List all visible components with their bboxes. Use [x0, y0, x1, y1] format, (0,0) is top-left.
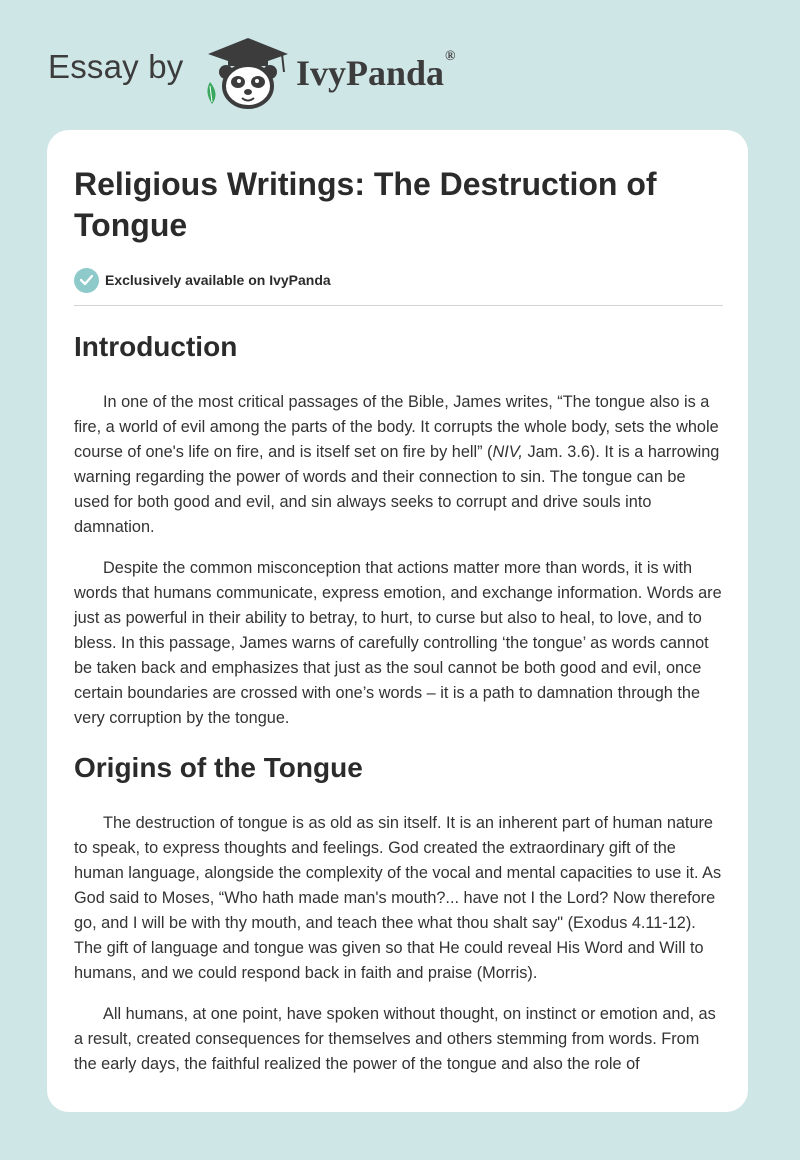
- section-heading-introduction: Introduction: [74, 331, 238, 362]
- paragraph: [74, 390, 724, 540]
- paragraph: All humans, at one point, have spoken without thought, on instinct or emotion and, as a result, created consequences for themselves and others stemming from words. From the early days, the faithful realized the power of the tongue and also the role of: [74, 1005, 716, 1073]
- brand-name[interactable]: [296, 49, 456, 94]
- citation-italic: NIV,: [492, 443, 523, 461]
- exclusive-label: Exclusively available on IvyPanda: [105, 272, 331, 288]
- essay-content: [74, 164, 724, 1077]
- essay-card: [47, 130, 748, 1112]
- exclusive-badge: [74, 267, 724, 293]
- paragraph: The destruction of tongue is as old as sin itself. It is an inherent part of human nature to speak, to express thoughts and feelings. God created the extraordinary gift of the human language, alongside the complexity of the vocal and mental capacities to use it. As God said to Moses, “Who hath made man's mouth?... have not I the Lord? Now therefore go, and I will be with thy mouth, and teach thee what thou shalt say" (Exodus 4.11-12). The gift of language and tongue was given so that He could reveal His Word and Will to humans, and we could respond back in faith and praise (Morris).: [74, 814, 722, 982]
- panda-logo-svg: [198, 32, 298, 112]
- check-icon: [74, 268, 99, 293]
- essay-by-label: Essay by: [48, 48, 184, 85]
- registered-mark: ®: [445, 49, 456, 64]
- paragraph-text-cont: Jam. 3.6). It is a harrowing warning regarding the power of words and their connection to sin. The tongue can be used for both good and evil, and sin always seeks to corrupt and drive souls into damnation.: [74, 443, 720, 536]
- site-header: [0, 0, 800, 130]
- paragraph-text: In one of the most critical passages of the Bible, James writes, “The tongue also is a fire, a world of evil among the parts of the body. It corrupts the whole body, sets the whole course of one's life on fire, and is itself set on fire by hell” (: [74, 393, 719, 461]
- section-heading-origins: Origins of the Tongue: [74, 752, 363, 783]
- panda-logo-icon[interactable]: [198, 32, 298, 112]
- page-title: Religious Writings: The Destruction of Tongue: [74, 166, 657, 243]
- leaf-icon: [207, 82, 215, 104]
- paragraph: Despite the common misconception that actions matter more than words, it is with words that humans communicate, express emotion, and exchange information. Words are just as powerful in their ability to betray, to hurt, to curse but also to heal, to love, and to bless. In this passage, James warns of carefully controlling ‘the tongue’ as words cannot be taken back and emphasizes that just as the soul cannot be both good and evil, once certain boundaries are crossed with one’s words – it is a path to damnation through the very corruption by the tongue.: [74, 559, 722, 727]
- brand-text: IvyPanda: [296, 53, 445, 93]
- divider: [74, 305, 723, 306]
